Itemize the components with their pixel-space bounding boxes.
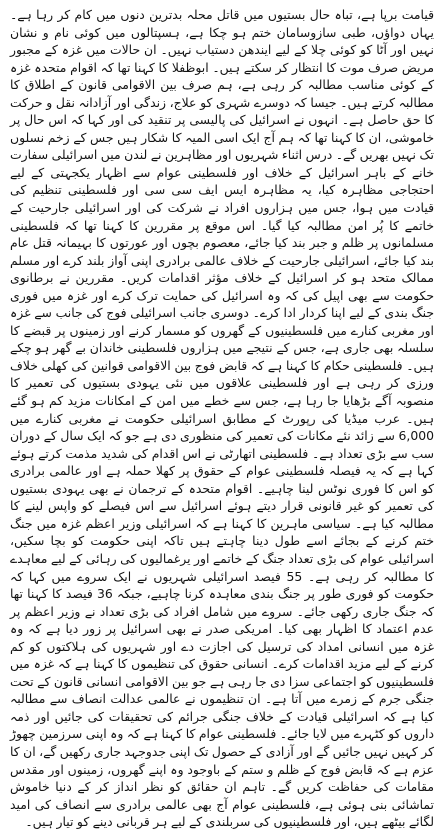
article-paragraph: قیامت برپا ہے، تباہ حال بستیوں میں قاتل محلہ بدترین دنوں میں کام کر رہا ہے۔ یہاں دواؤں، طبی سازوسامان ختم ہو چکا ہے، ہسپتالوں میں کوئی نام و نشان نہیں اور آٹا کو کوئی چلا کے لیے ایندھن دستیاب نہیں۔ ان حالات میں غزہ کے مجبور مریض صرف موت کا انتظار کر سکتے ہیں۔ ابوظفلا کا کہنا تھا کہ اقوام متحدہ غزہ کے کوئی مناسب مطالبہ کر رہی ہے، ہم صرف بین الاقوامی قانون کے اطلاق کا مطالبہ کرتے ہیں۔ جیسا کہ دوسرے شہری کو علاج، زندگی اور آزادانہ نقل و حرکت کا حق حاصل ہے۔ انہوں نے اسرائیل کی پالیسی پر تنقید کی اور کہا کہ اس حال پر خاموشی، ان کا کہنا تھا کہ ہم آج ایک اسی المیہ کا شکار ہیں جس کے زخم نسلوں تک نہیں بھریں گے۔ درس اثناء شہریوں اور مظاہرین نے لندن میں اسرائیلی سفارت خانے کے باہر اسرائیل کے خلاف اور فلسطینی عوام سے اظہار یکجہتی کے لیے احتجاجی مظاہرہ کیا، یہ مظاہرہ ایس ایف سی سی اور فلسطینی تنظیم کی قیادت میں ہوا، جس میں ہزاروں افراد نے شرکت کی اور اسرائیلی جارحیت کے خاتمے کا پُر امن مطالبہ کیا گیا۔ اس موقع پر مقررین کا کہنا تھا کہ فلسطینی مسلمانوں پر ظلم و جبر بند کیا جائے، معصوم بچوں اور عورتوں کا بہیمانہ قتل عام بند کیا جائے، اسرائیلی جارحیت کے خلاف عالمی برادری اپنی آواز بلند کرے اور مسلم ممالک متحد ہو کر اسرائیل کے خلاف مؤثر اقدامات کریں۔ مقررین نے برطانوی حکومت سے بھی اپیل کی کہ وہ اسرائیل کی حمایت ترک کرے اور غزہ میں فوری جنگ بندی کے لیے اپنا کردار ادا کرے۔ دوسری جانب اسرائیلی فوج کی جانب سے غزہ اور مغربی کنارے میں فلسطینیوں کے گھروں کو مسمار کرنے اور زمینوں پر قبضے کا سلسلہ بھی جاری ہے، جس کے نتیجے میں ہزاروں فلسطینی خاندان بے گھر ہو چکے ہیں۔ فلسطینی حکام کا کہنا ہے کہ قابض فوج بین الاقوامی قوانین کی کھلی خلاف ورزی کر رہی ہے اور فلسطینی علاقوں میں نئی یہودی بستیوں کی تعمیر کا منصوبہ آگے بڑھایا جا رہا ہے، جس سے خطے میں امن کے امکانات مزید کم ہو گئے ہیں۔ عرب میڈیا کی رپورٹ کے مطابق اسرائیلی حکومت نے مغربی کنارے میں 6,000 سے زائد نئے مکانات کی تعمیر کی منظوری دی ہے جو کہ ایک سال کے دوران سب سے بڑی تعداد ہے۔ فلسطینی اتھارٹی نے اس اقدام کی شدید مذمت کرتے ہوئے کہا ہے کہ یہ فیصلہ فلسطینی عوام کے حقوق پر کھلا حملہ ہے اور عالمی برادری کو اس کا فوری نوٹس لینا چاہیے۔ اقوام متحدہ کے ترجمان نے بھی یہودی بستیوں کی تعمیر کو غیر قانونی قرار دیتے ہوئے اسرائیل سے اس فیصلے کو واپس لینے کا مطالبہ کیا ہے۔ سیاسی ماہرین کا کہنا ہے کہ اسرائیلی وزیر اعظم غزہ میں جنگ ختم کرنے کے بجائے اسے طول دینا چاہتے ہیں تاکہ اپنی حکومت کو بچا سکیں، اسرائیلی عوام کی بڑی تعداد جنگ کے خاتمے اور یرغمالیوں کی رہائی کے لیے معاہدے کا مطالبہ کر رہی ہے۔ 55 فیصد اسرائیلی شہریوں نے ایک سروے میں کہا کہ حکومت کو فوری طور پر جنگ بندی معاہدہ کرنا چاہیے، جبکہ 36 فیصد کا کہنا تھا کہ جنگ جاری رکھی جائے۔ سروے میں شامل افراد کی بڑی تعداد نے وزیر اعظم پر عدم اعتماد کا اظہار بھی کیا۔ امریکی صدر نے بھی اسرائیل پر زور دیا ہے کہ وہ غزہ میں انسانی امداد کی ترسیل کی اجازت دے اور شہریوں کی ہلاکتوں کو کم کرنے کے لیے مزید اقدامات کرے۔ انسانی حقوق کی تنظیموں کا کہنا ہے کہ غزہ میں فلسطینیوں کو اجتماعی سزا دی جا رہی ہے جو بین الاقوامی انسانی قانون کے تحت جنگی جرم کے زمرے میں آتا ہے۔ ان تنظیموں نے عالمی عدالت انصاف سے مطالبہ کیا ہے کہ اسرائیلی قیادت کے خلاف جنگی جرائم کی تحقیقات کی جائیں اور ذمہ داروں کو کٹہرے میں لایا جائے۔ فلسطینی عوام کا کہنا ہے کہ وہ اپنی سرزمین چھوڑ کر کہیں نہیں جائیں گے اور آزادی کے حصول تک اپنی جدوجہد جاری رکھیں گے، ان کا عزم ہے کہ قابض فوج کے ظلم و ستم کے باوجود وہ اپنے گھروں، زمینوں اور مقدس مقامات کی حفاظت کریں گے۔ تاہم ان حقائق کو نظر انداز کر کے دنیا خاموش تماشائی بنی ہوئی ہے، فلسطینی عوام آج بھی عالمی برادری سے انصاف کی امید لگائے بیٹھے ہیں، اور فلسطینیوں کی سربلندی کے لیے ہر قربانی دینے کو تیار ہیں۔ bbox=[10, 7, 434, 830]
article-body bbox=[10, 6, 434, 831]
